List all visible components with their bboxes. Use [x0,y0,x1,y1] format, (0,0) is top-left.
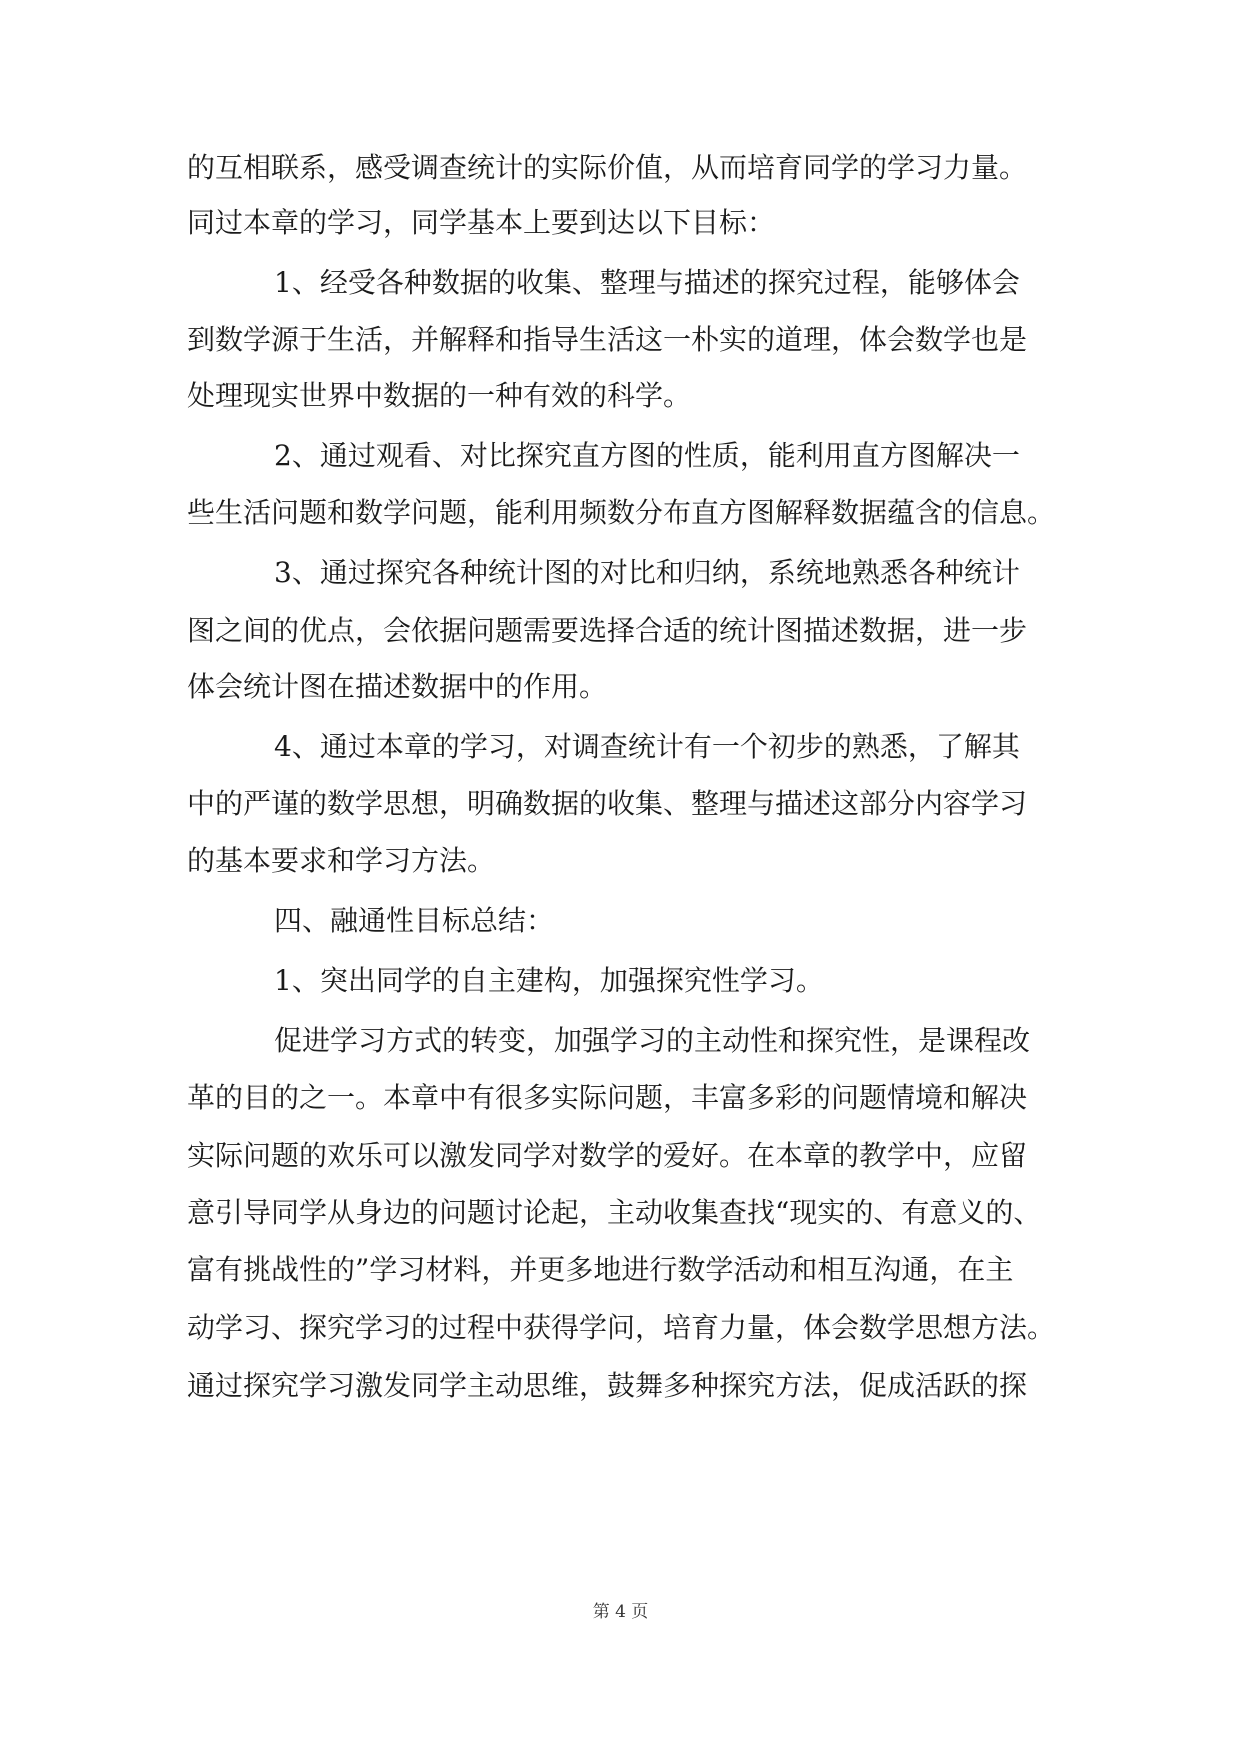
page-number: 第 4 页 [592,1602,649,1622]
text-line-13: 的基本要求和学习方法。 [187,844,496,877]
text-line-12: 中的严谨的数学思想，明确数据的收集、整理与描述这部分内容学习 [187,787,1028,820]
text-line-19: 意引导同学从身边的问题讨论起，主动收集查找“现实的、有意义的、 [187,1196,1042,1229]
text-line-2: 同过本章的学习，同学基本上要到达以下目标： [187,206,776,239]
text-line-17: 革的目的之一。本章中有很多实际问题，丰富多彩的问题情境和解决 [187,1081,1028,1114]
text-line-7: 些生活问题和数学问题，能利用频数分布直方图解释数据蕴含的信息。 [187,496,1056,529]
text-line-8: 3、通过探究各种统计图的对比和归纳，系统地熟悉各种统计 [274,556,1020,589]
section-heading: 四、融通性目标总结： [274,904,555,937]
text-line-20: 富有挑战性的”学习材料，并更多地进行数学活动和相互沟通，在主 [187,1253,1014,1286]
text-line-9: 图之间的优点，会依据问题需要选择合适的统计图描述数据，进一步 [187,614,1028,647]
text-line-16: 促进学习方式的转变，加强学习的主动性和探究性，是课程改 [274,1024,1031,1057]
text-line-10: 体会统计图在描述数据中的作用。 [187,670,608,703]
text-line-22: 通过探究学习激发同学主动思维，鼓舞多种探究方法，促成活跃的探 [187,1369,1028,1402]
text-line-18: 实际问题的欢乐可以激发同学对数学的爱好。在本章的教学中，应留 [187,1139,1028,1172]
text-line-6: 2、通过观看、对比探究直方图的性质，能利用直方图解决一 [274,439,1020,472]
text-line-15: 1、突出同学的自主建构，加强探究性学习。 [274,964,824,997]
text-line-4: 到数学源于生活，并解释和指导生活这一朴实的道理，体会数学也是 [187,323,1028,356]
text-line-5: 处理现实世界中数据的一种有效的科学。 [187,379,692,412]
text-line-21: 动学习、探究学习的过程中获得学问，培育力量，体会数学思想方法。 [187,1311,1056,1344]
text-line-3: 1、经受各种数据的收集、整理与描述的探究过程，能够体会 [274,266,1020,299]
text-line-11: 4、通过本章的学习，对调查统计有一个初步的熟悉，了解其 [274,730,1020,763]
text-line-1: 的互相联系，感受调查统计的实际价值，从而培育同学的学习力量。 [187,151,1028,184]
